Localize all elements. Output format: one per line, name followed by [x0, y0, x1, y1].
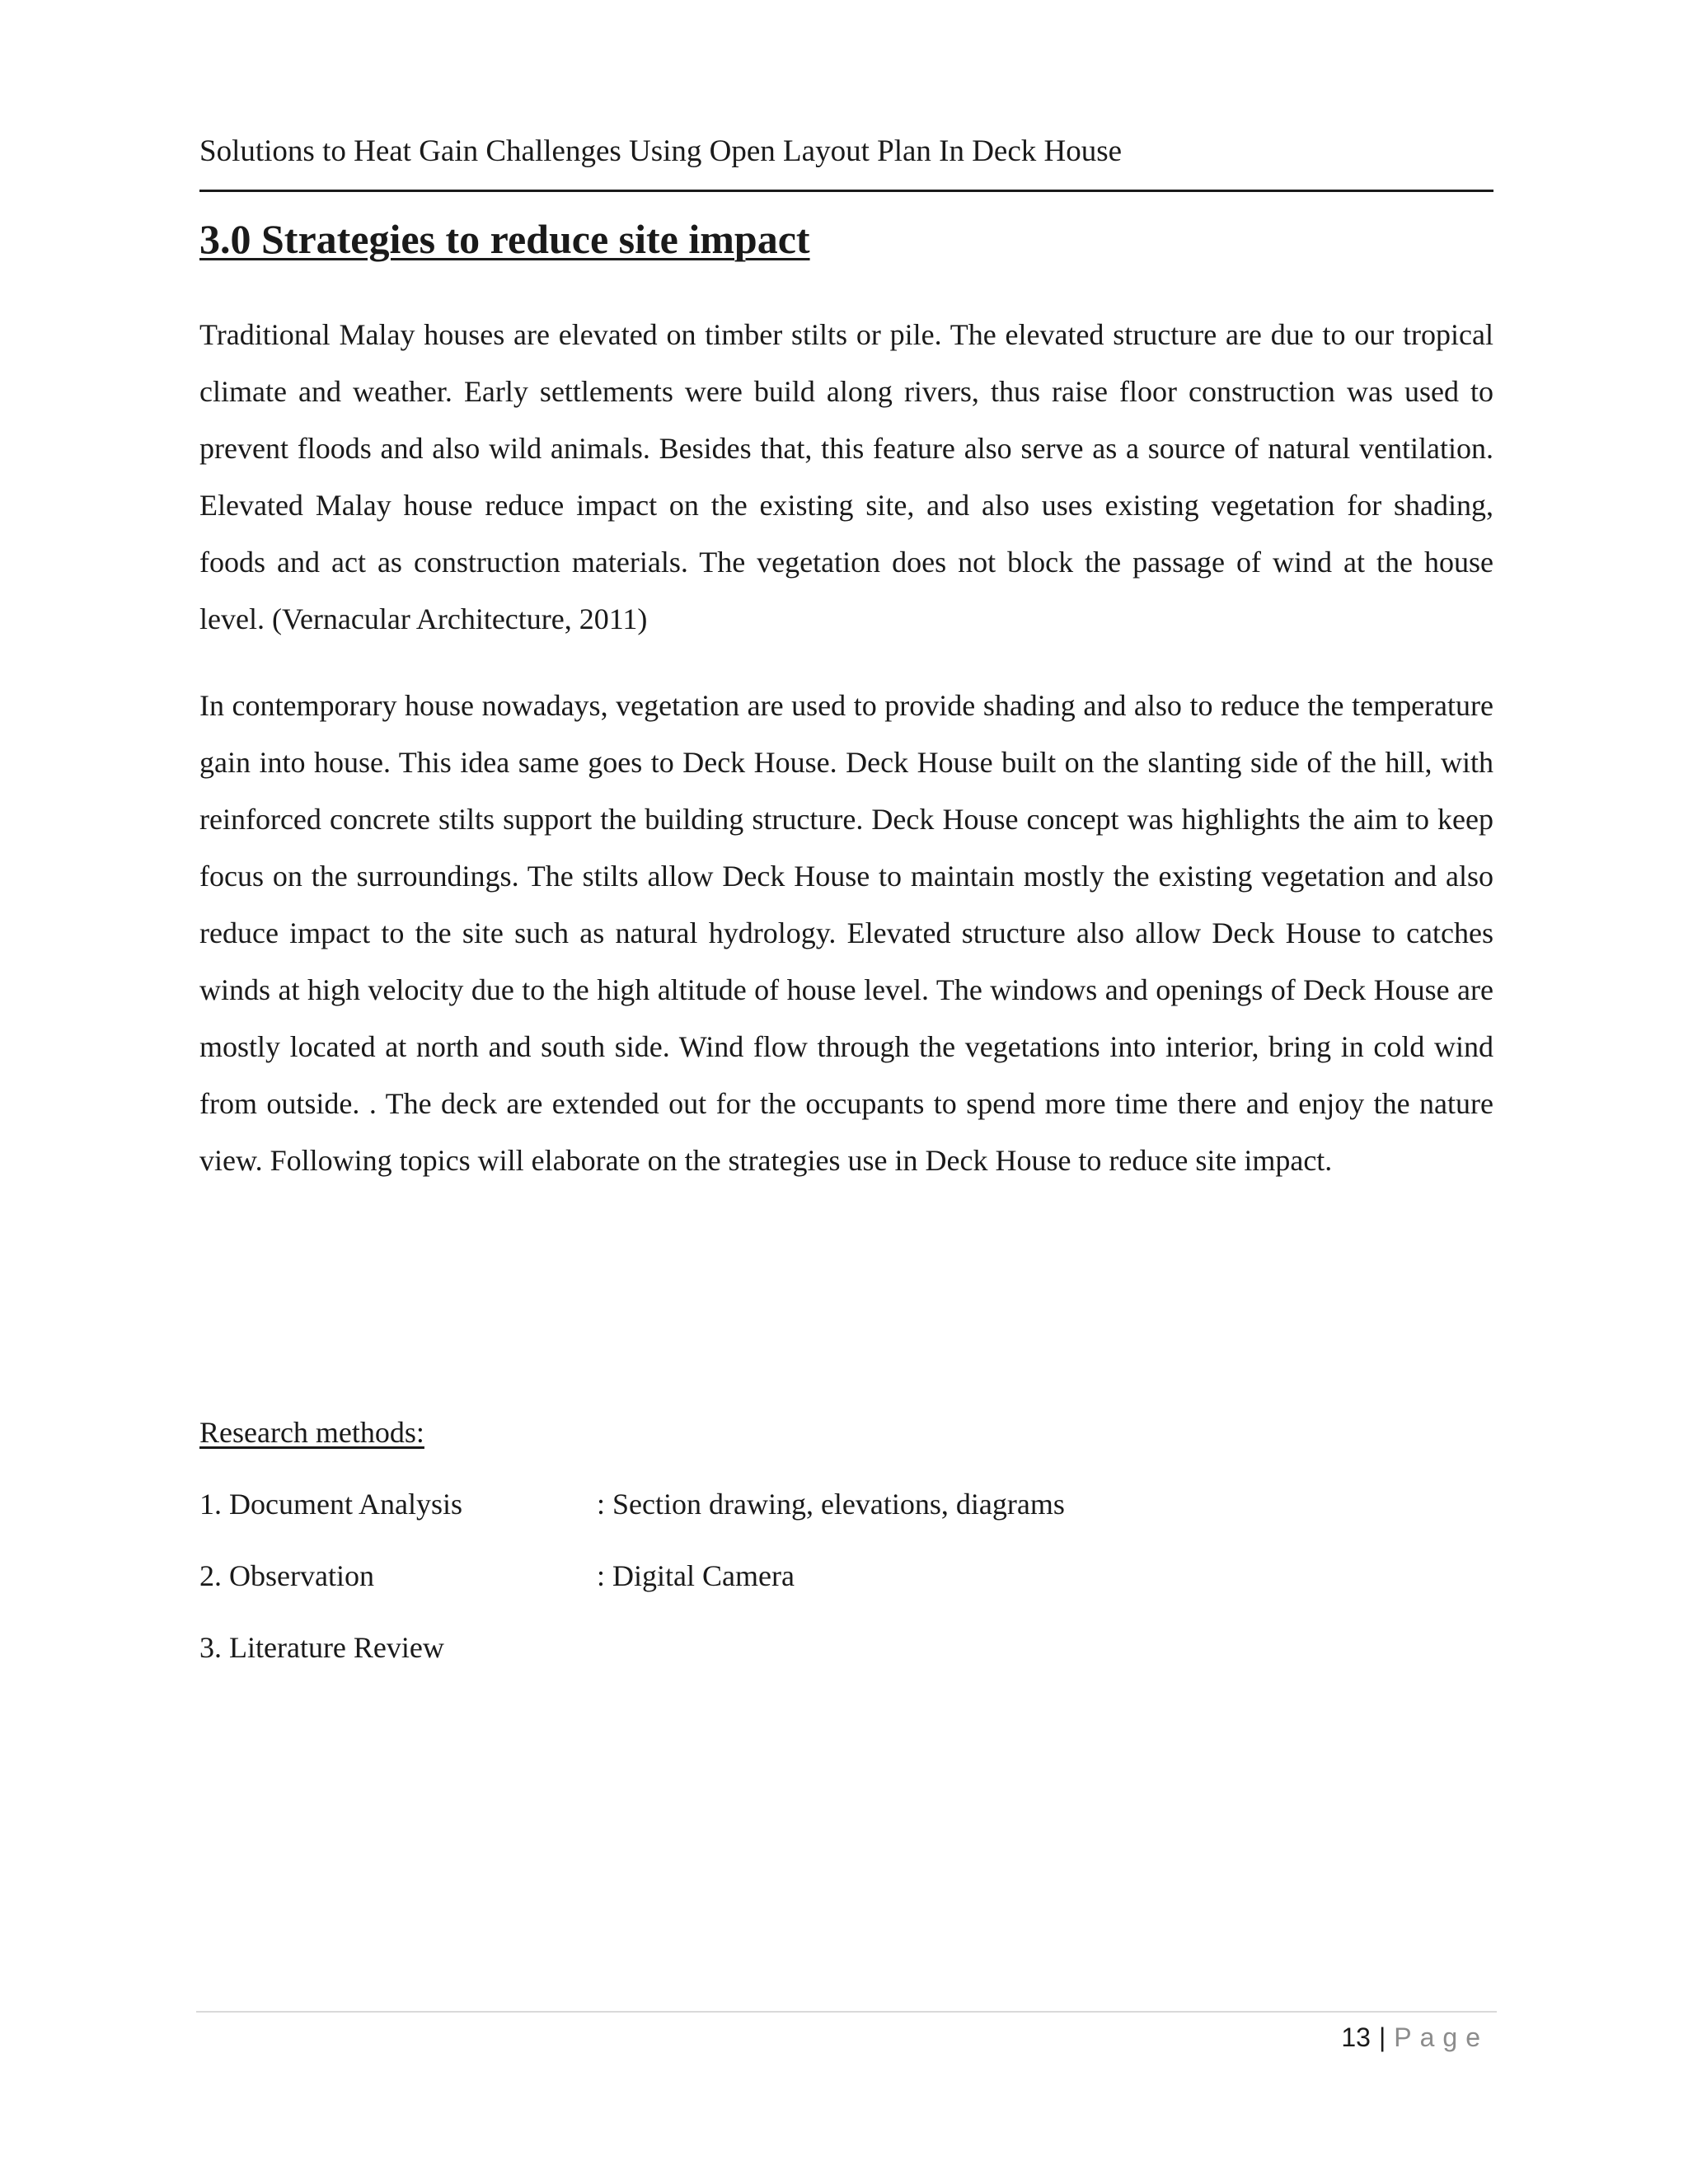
footer-separator: | [1378, 2022, 1386, 2052]
header-divider [199, 190, 1493, 192]
section-heading: 3.0 Strategies to reduce site impact [199, 216, 810, 262]
method-name: 3. Literature Review [199, 1631, 444, 1664]
research-methods-title: Research methods: [199, 1416, 424, 1449]
running-header: Solutions to Heat Gain Challenges Using Open Layout Plan In Deck House [199, 134, 1123, 168]
page-number: 13 [1341, 2022, 1371, 2052]
method-tool: : Digital Camera [597, 1559, 795, 1592]
paragraph: In contemporary house nowadays, vegetation are used to provide shading and also to reduce the temperature gain into house. This idea same goes to Deck House. Deck House built on the slanting side of the hill, with reinforced concrete stilts support the building structure. Deck House concept was highlights the aim to keep focus on the surroundings. The stilts allow Deck House to maintain mostly the existing vegetation and also reduce impact to the site such as natural hydrology. Elevated structure also allow Deck House to catches winds at high velocity due to the high altitude of house level. The windows and openings of Deck House are mostly located at north and south side. Wind flow through the vegetations into interior, bring in cold wind from outside. . The deck are extended out for the occupants to spend more time there and enjoy the nature view. Following topics will elaborate on the strategies use in Deck House to reduce site impact. [199, 689, 1493, 1177]
page-footer [1341, 2019, 1489, 2055]
paragraph: Traditional Malay houses are elevated on timber stilts or pile. The elevated structure are due to our tropical climate and weather. Early settlements were build along rivers, thus raise floor construction was used to prevent floods and also wild animals. Besides that, this feature also serve as a source of natural ventilation. Elevated Malay house reduce impact on the existing site, and also uses existing vegetation for shading, foods and act as construction materials. The vegetation does not block the passage of wind at the house level. (Vernacular Architecture, 2011) [199, 318, 1493, 635]
footer-divider [196, 2011, 1497, 2013]
method-tool: : Section drawing, elevations, diagrams [597, 1488, 1065, 1521]
page-label: Page [1394, 2022, 1489, 2052]
method-name: 1. Document Analysis [199, 1488, 462, 1521]
method-name: 2. Observation [199, 1559, 374, 1592]
